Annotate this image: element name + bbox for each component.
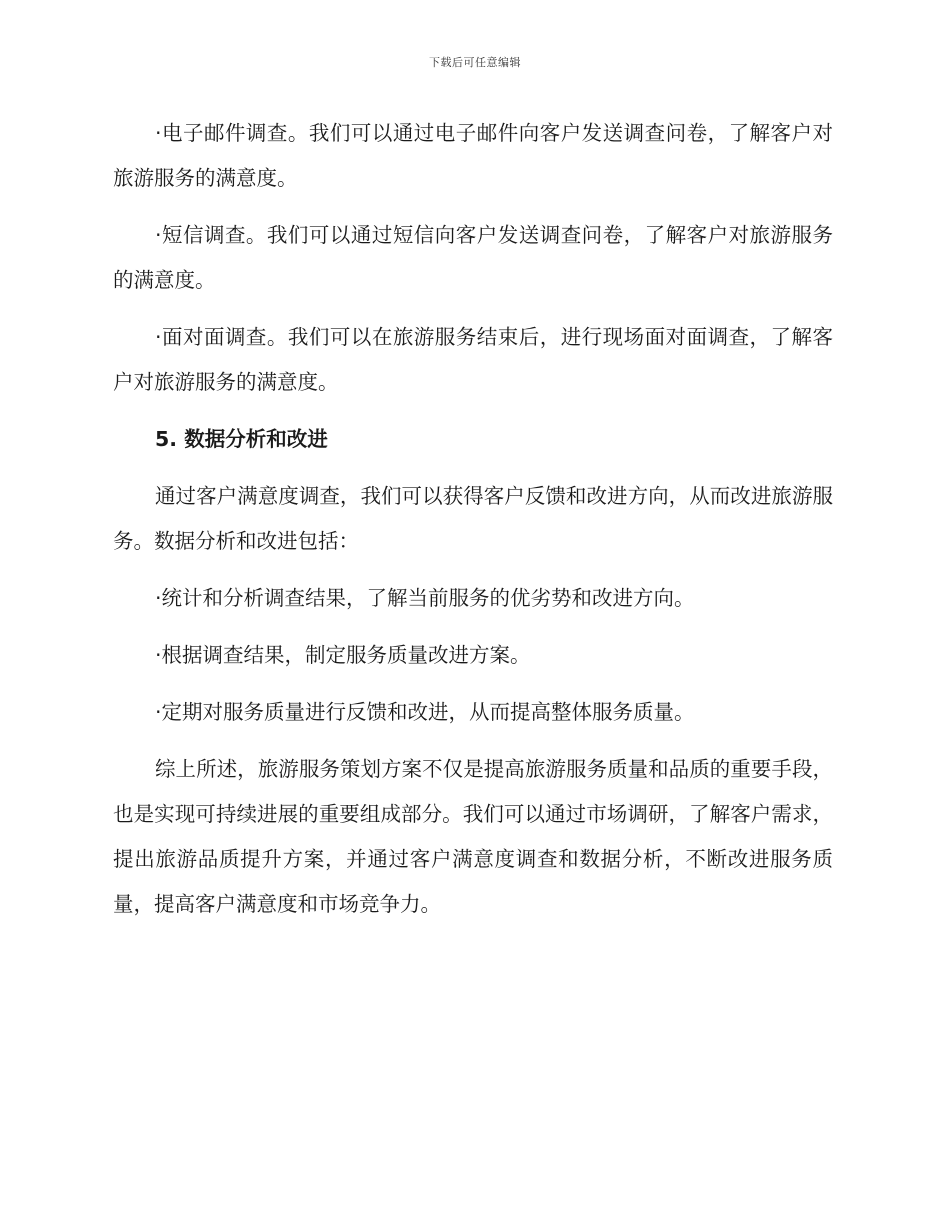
- page-header-note: 下载后可任意编辑: [429, 56, 521, 69]
- bullet-analyze-results: ·统计和分析调查结果，了解当前服务的优劣势和改进方向。: [155, 586, 695, 610]
- section-heading: 5. 数据分析和改进: [155, 427, 328, 451]
- conclusion-paragraph: 综上所述，旅游服务策划方案不仅是提高旅游服务质量和品质的重要手段，也是实现可持续进展的重要组成部分。我们可以通过市场调研，了解客户需求，提出旅游品质提升方案，并通过客户满意度调查和数据分析，不断改进服务质量，提高客户满意度和市场竞争力。: [113, 757, 833, 916]
- bullet-periodic-feedback: ·定期对服务质量进行反馈和改进，从而提高整体服务质量。: [155, 700, 695, 724]
- bullet-sms-survey: ·短信调查。我们可以通过短信向客户发送调查问卷，了解客户对旅游服务的满意度。: [113, 223, 833, 292]
- bullet-improvement-plan: ·根据调查结果，制定服务质量改进方案。: [155, 643, 531, 667]
- bullet-email-survey: ·电子邮件调查。我们可以通过电子邮件向客户发送调查问卷，了解客户对旅游服务的满意度。: [113, 121, 833, 190]
- section-intro: 通过客户满意度调查，我们可以获得客户反馈和改进方向，从而改进旅游服务。数据分析和改进包括：: [113, 484, 833, 553]
- document-body: [113, 111, 833, 939]
- bullet-face-to-face-survey: ·面对面调查。我们可以在旅游服务结束后，进行现场面对面调查，了解客户对旅游服务的满意度。: [113, 325, 833, 394]
